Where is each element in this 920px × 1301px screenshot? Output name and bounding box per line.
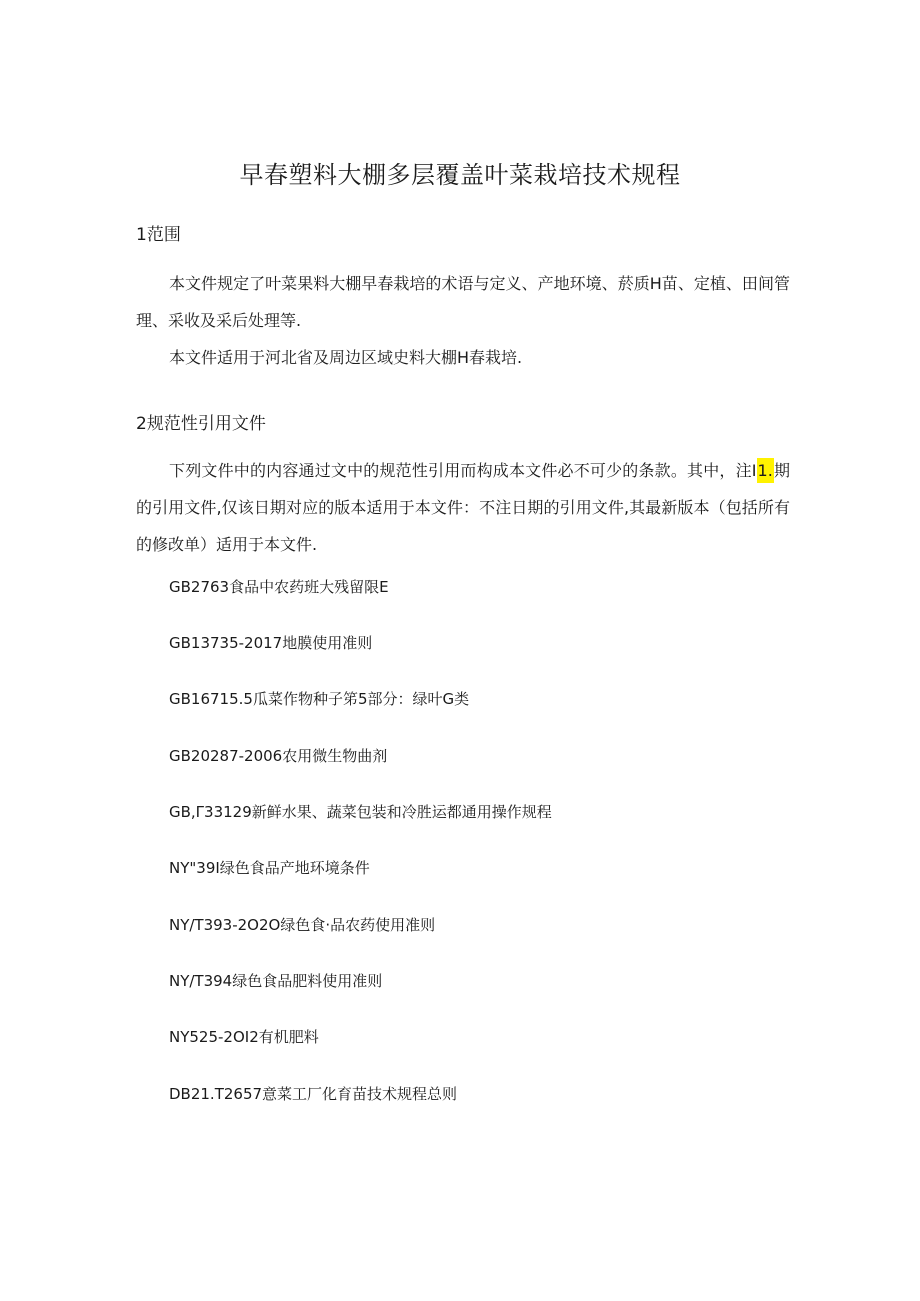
reference-item: GB2763食品中农药班大残留限E xyxy=(169,578,389,596)
scope-paragraph-2: 本文件适用于河北省及周边区域史料大棚H春栽培. xyxy=(169,348,523,367)
reference-item: GB13735-2017地膜使用准则 xyxy=(169,634,373,652)
section-heading-normative-references: 2规范性引用文件 xyxy=(136,414,266,434)
reference-item: GB16715.5瓜菜作物种子笫5部分：绿叶G类 xyxy=(169,690,470,708)
intro-text-before: 下列文件中的内容通过文中的规范性引用而构成本文件必不可少的条款。其中，注I xyxy=(169,461,757,480)
scope-paragraph-1: 本文件规定了叶菜果料大棚早春栽培的术语与定义、产地环境、菸质H苗、定植、田间管理、采收及采后处理等. xyxy=(136,274,790,330)
highlighted-text: 1. xyxy=(757,458,774,483)
reference-item: NY"39I绿色食品产地环境条件 xyxy=(169,859,370,877)
intro-text-after: 期的引用文件,仅该日期对应的版本适用于本文件：不注日期的引用文件,其最新版本（包括所有的修改单）适用于本文件. xyxy=(136,461,790,554)
reference-item: NY525-2OI2有机肥料 xyxy=(169,1028,319,1046)
reference-item: NY/T393-2O2O绿色食·品农药使用准则 xyxy=(169,916,436,934)
section-heading-scope: 1范围 xyxy=(136,225,181,245)
reference-item: GB,Γ33129新鲜水果、蔬菜包装和冷胜运都通用操作规程 xyxy=(169,803,552,821)
references-intro-paragraph xyxy=(136,452,790,563)
reference-item: GB20287-2006农用微生物曲剂 xyxy=(169,747,388,765)
reference-item: NY/T394绿色食品肥料使用准则 xyxy=(169,972,383,990)
reference-item: DB21.T2657意菜工厂化育苗技术规程总则 xyxy=(169,1085,458,1103)
document-title: 早春塑料大棚多层覆盖叶菜栽培技术规程 xyxy=(239,161,681,189)
